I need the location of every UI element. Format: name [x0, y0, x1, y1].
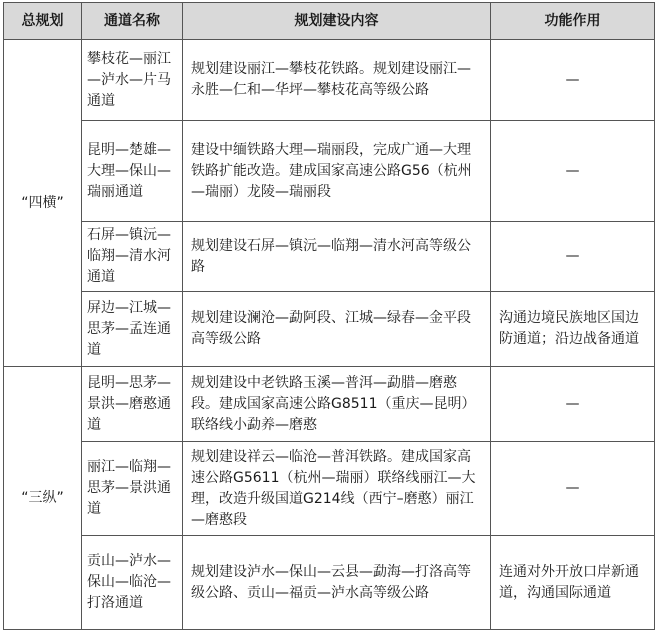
planning-content: 规划建设祥云—临沧—普洱铁路。建成国家高速公路G5611（杭州—瑞丽）联络线丽江—大理，改造升级国道G214线（西宁–磨憨）丽江—磨憨段 — [183, 442, 491, 536]
planning-content: 规划建设石屏—镇沅—临翔—清水河高等级公路 — [183, 222, 491, 292]
function-cell: — — [491, 40, 655, 121]
channel-name: 贡山—泸水—保山—临沧—打洛通道 — [82, 536, 183, 630]
function-cell: — — [491, 442, 655, 536]
header-content: 规划建设内容 — [183, 3, 491, 40]
planning-content: 规划建设澜沧—勐阿段、江城—绿春—金平段高等级公路 — [183, 292, 491, 367]
channel-name: 攀枝花—丽江—泸水—片马通道 — [82, 40, 183, 121]
planning-table — [3, 2, 655, 630]
table-row — [4, 292, 655, 367]
channel-name: 石屏—镇沅—临翔—清水河通道 — [82, 222, 183, 292]
channel-name: 昆明—楚雄—大理—保山—瑞丽通道 — [82, 121, 183, 222]
table-row — [4, 442, 655, 536]
table-row — [4, 367, 655, 442]
function-cell: 沟通边境民族地区国边防通道；沿边战备通道 — [491, 292, 655, 367]
planning-content: 规划建设丽江—攀枝花铁路。规划建设丽江—永胜—仁和—华坪—攀枝花高等级公路 — [183, 40, 491, 121]
planning-content: 建设中缅铁路大理—瑞丽段，完成广通—大理铁路扩能改造。建成国家高速公路G56（杭州—瑞丽）龙陵—瑞丽段 — [183, 121, 491, 222]
group-label-four-horizontal: “四横” — [4, 40, 82, 367]
table-header-row — [4, 3, 655, 40]
channel-name: 屏边—江城—思茅—孟连通道 — [82, 292, 183, 367]
group-label-three-vertical: “三纵” — [4, 367, 82, 630]
function-cell: — — [491, 222, 655, 292]
table-row — [4, 536, 655, 630]
table-row — [4, 121, 655, 222]
function-cell: — — [491, 121, 655, 222]
channel-name: 昆明—思茅—景洪—磨憨通道 — [82, 367, 183, 442]
planning-content: 规划建设泸水—保山—云县—勐海—打洛高等级公路、贡山—福贡—泸水高等级公路 — [183, 536, 491, 630]
channel-name: 丽江—临翔—思茅—景洪通道 — [82, 442, 183, 536]
table-row — [4, 222, 655, 292]
table-row — [4, 40, 655, 121]
header-channel: 通道名称 — [82, 3, 183, 40]
planning-content: 规划建设中老铁路玉溪—普洱—勐腊—磨憨段。建成国家高速公路G8511（重庆—昆明）联络线小勐养—磨憨 — [183, 367, 491, 442]
function-cell: — — [491, 367, 655, 442]
function-cell: 连通对外开放口岸新通道，沟通国际通道 — [491, 536, 655, 630]
header-function: 功能作用 — [491, 3, 655, 40]
header-plan: 总规划 — [4, 3, 82, 40]
